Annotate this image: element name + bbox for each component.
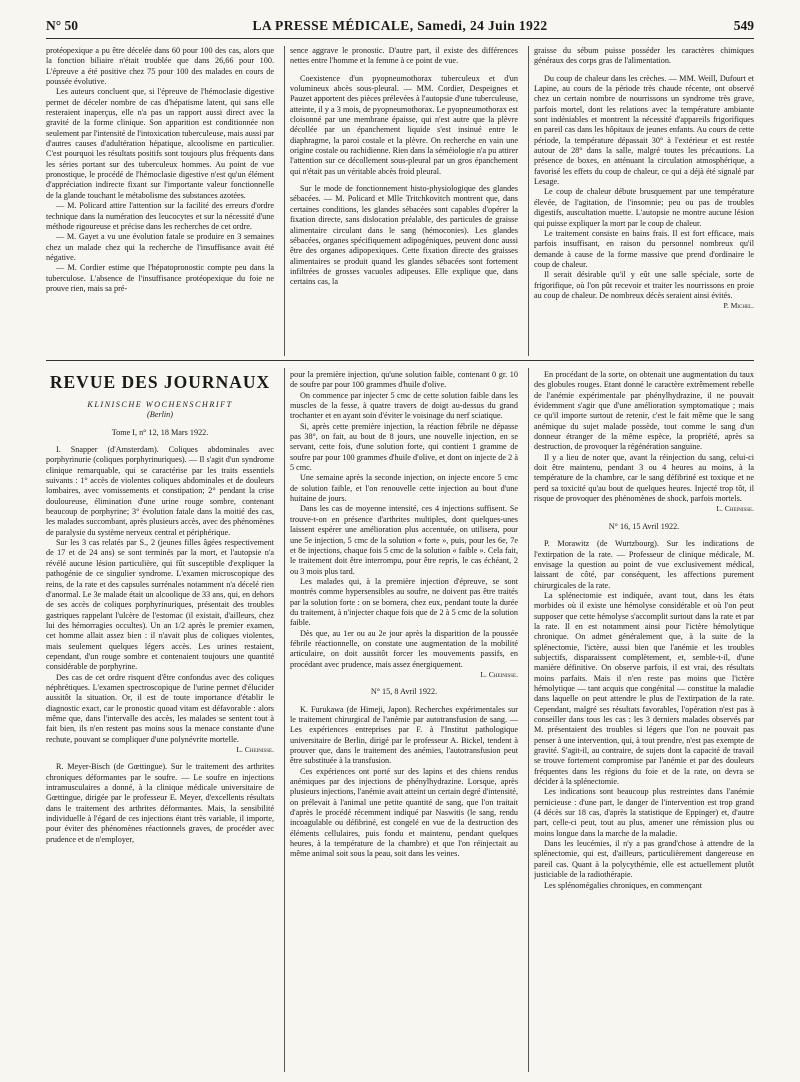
paragraph: P. Morawitz (de Wurtzbourg). Sur les indications de l'extirpation de la rate. — Professeur de clinique médicale, M. envisage la question au point de vue exclusivement médical, laissant de côté, par conséquent, les affections purement chirurgicales de la rate. (534, 539, 754, 590)
paragraph: pour la première injection, qu'une solution faible, contenant 0 gr. 10 de soufre par pour 100 grammes d'huile d'olive. (290, 370, 518, 390)
paragraph: protéopexique a pu être décelée dans 60 pour 100 des cas, alors que la fonction biliaire n'était troublée que dans 26,66 pour 100. L'épreuve a été positive chez 75 pour 100 des malades en cours de poussée évolutive. (46, 46, 274, 87)
journal-name: KLINISCHE WOCHENSCHRIFT (87, 400, 233, 409)
paragraph: Il y a lieu de noter que, avant la réinjection du sang, celui-ci doit être maintenu, pendant 3 ou 4 heures au moins, à la température de la chambre, car le sang défibriné est toxique et ne perd sa toxicité qu'au bout de quelques heures. Injecté trop tôt, il risque de provoquer des phénomènes de shock, parfois mortels. (534, 452, 754, 504)
paragraph: Les splénomégalies chroniques, en commençant (544, 880, 703, 890)
paragraph: sence aggrave le pronostic. D'autre part, il existe des différences nettes entre l'homme et la femme à ce point de vue. (290, 46, 518, 66)
journal-title: LA PRESSE MÉDICALE, Samedi, 24 Juin 1922 (252, 18, 548, 33)
paragraph: Les auteurs concluent que, si l'épreuve de l'hémoclasie digestive permet de déceler nombre de cas d'hépatisme latent, qui sans elle resteraient inaperçus, elle n'a pas un rapport aussi direct avec la gravité de la forme clinique. Son apparition est conditionnée non seulement par l'intensité de l'intoxication tuberculeuse, mais aussi par d'autres causes d'adultération hépatique, alcoolisme en particulier. C'est pourquoi les résultats positifs sont toujours plus fréquents dans les séries portant sur des tuberculeux hommes. Au point de vue pronostique, le procédé de l'hémoclasie digestive n'est qu'un élément d'appréciation indirecte fixant sur l'importante valeur fonctionnelle de la glande touchant le métabolisme des substances azotées. (46, 87, 274, 200)
running-header (46, 18, 754, 36)
top-column-3 (534, 46, 754, 356)
paragraph: Le traitement consiste en bains frais. Il est fort efficace, mais parfois insuffisant, en raison du personnel nombreux qu'il demande à cause de la forme massive que prend d'ordinaire le coup de chaleur. (534, 228, 754, 269)
author-signature: P. Michel. (723, 301, 754, 311)
issue-line: Tome I, n° 12, 18 Mars 1922. (111, 427, 209, 437)
paragraph: Sur les 3 cas relatés par S., 2 (jeunes filles âgées respectivement de 17 et de 24 ans) se sont terminés par la mort, et l'autopsie n'a révélé aucune lésion particulière, qui fût susceptible d'expliquer la pathogénie de ce singulier syndrome. L'examen microscopique des reins, de la rate et des capsules surrénales notamment n'a décelé rien d'anormal. Le 3e malade était un alcoolique de 33 ans, qui, en dehors de ses accès de coliques porphyrinuriques, présentait des troubles gastriques rappelant l'ulcère de l'estomac (il existait, d'ailleurs, chez lui des hémorragies occultes). Un an 1/2 après le premier examen, cet homme allait assez bien : il n'avait plus de coliques violentes, mais seulement quelques légers accès. Les urines restaient, cependant, d'un rouge sombre et contenaient toujours une quantité considérable de porphyrine. (46, 538, 274, 672)
paragraph: La splénectomie est indiquée, avant tout, dans les états morbides où il existe une hémolyse considérable et où l'on peut supposer que cette hémolyse s'accomplit surtout dans la rate et par la rate. Il en est notamment ainsi pour l'ictère hémolytique chronique. On admet généralement que, à la suite de la splénectomie, l'ictère, aussi bien que l'anémie et les troubles subjectifs, disparaissent complètement, et, semble-t-il, d'une manière définitive. On observe parfois, il est vrai, des résultats moins parfaits. Mais il n'en reste pas moins que l'ictère hémolytique — tant acquis que congénital — constitue la maladie dans laquelle on peut attendre le plus de l'extirpation de la rate. Cependant, malgré ses résultats favorables, l'opération n'est pas à conseiller dans tous les cas : les 3 derniers malades observés par M. présentaient des troubles si légers que l'on ne pouvait pas penser à une intervention, qui, à tout prendre, n'est pas exempte de gravité. S'agit-il, au contraire, de sujets dont la capacité de travail se trouve fortement compromise par l'anémie et par des douleurs fréquentes dans les régions du foie et de la rate, on devra se décider à la splénectomie. (534, 590, 754, 787)
column-divider (284, 368, 285, 1072)
bottom-column-3 (534, 370, 754, 1072)
page-number: 549 (733, 18, 754, 33)
paragraph: Du coup de chaleur dans les crèches. — MM. Weill, Dufourt et Lapine, au cours de la période très chaude récente, ont observé chez un certain nombre de nourrissons un syndrome très grave, parfois mortel, dont les relations avec la température ambiante sont indéniables et montrent la nécessité d'appareils frigorifiques en pareil cas dans les hôpitaux de jeunes enfants. Au cours de cette période, la température dépassait 30° à l'extérieur et est restée autour de 28° dans la salle, malgré toutes les précautions. La présence de boxes, en atténuant la circulation atmosphérique, a favorisé les effets du coup de chaleur, ce qui a déjà été signalé par Lesage. (534, 73, 754, 187)
section-rule (46, 360, 754, 361)
paragraph: Le coup de chaleur débute brusquement par une température élevée, de l'agitation, de l'insomnie; peu ou pas de troubles digestifs, auscultation muette. L'autopsie ne montre aucune lésion qui puisse expliquer la mort par le coup de chaleur. (534, 187, 754, 228)
paragraph: On commence par injecter 5 cmc de cette solution faible dans les muscles de la fesse, à quatre travers de doigt au-dessus du grand trochanter et en ayant soin d'éviter le voisinage du nerf sciatique. (290, 390, 518, 421)
paragraph: Coexistence d'un pyopneumothorax tuberculeux et d'un volumineux abcès sous-pleural. — MM. Cordier, Despeignes et Pauzet apportent des pièces prélevées à l'autopsie d'une tuberculeuse, atteinte, il y a 3 mois, de pyopneumothorax. Le pyopneumothorax est cloisonné par une membrane épaisse, qui n'est autre que la plèvre décollée par un épanchement liquide s'est insinué entre le diaphragme, la paroi costale et la plèvre. On recherche en vain une origine costale ou rachidienne. Rien dans la séméiologie n'a pu attirer l'attention sur ce décollement sous-pleural par un gros épanchement qui n'était pas un véritable abcès froid pleural. (290, 73, 518, 176)
section-title: REVUE DES JOURNAUX (49, 372, 271, 392)
author-signature: L. Cheinisse. (716, 504, 754, 514)
paragraph: Les malades qui, à la première injection d'épreuve, se sont montrés comme hypersensibles au soufre, ne doivent pas être traités par la solution forte : on se bornera, chez eux, pendant toute la durée du traitement, à n'injecter chaque fois que de 2 à 5 cmc de la solution faible. (290, 576, 518, 628)
paragraph: Les indications sont beaucoup plus restreintes dans l'anémie pernicieuse : d'une part, le danger de l'intervention est trop grand (4 décès sur 18 cas, d'après la statistique de Eppinger) et, d'autre part, celle-ci peut, tout au plus, amener une rémission plus ou moins longue dans la marche de la maladie. (534, 787, 754, 838)
paragraph: — M. Gayet a vu une évolution fatale se produire en 3 semaines chez un malade chez qui la recherche de l'insuffisance avait été négative. (46, 232, 274, 262)
paragraph: K. Furukawa (de Himeji, Japon). Recherches expérimentales sur le traitement chirurgical de l'anémie par autotransfusion de sang. — Les expériences entreprises par F. à l'Institut pathologique universitaire de Berlin, dirigé par le professeur A. Bickel, tendent à prouver que, dans le traitement des anémies, l'autotransfusion peut être substituée à la transfusion. (290, 704, 518, 766)
paragraph: Des cas de cet ordre risquent d'être confondus avec des coliques néphrétiques. L'examen spectroscopique de l'urine permet d'élucider aussitôt la situation. Or, il est de toute importance d'établir le diagnostic exact, car le pronostic quoad vitam est défavorable : alors même que, dans l'intervalle des accès, les malades se sentent tout à fait bien, ils n'en restent pas moins sous la menace constante d'une rechute, pouvant se compliquer d'une polynévrite mortelle. (46, 672, 274, 744)
top-column-2 (290, 46, 518, 356)
paragraph: Dans les cas de moyenne intensité, ces 4 injections suffisent. Se trouve-t-on en présence d'arthrites multiples, dont quelques-unes laissent espérer une amélioration plus accentuée, on utilisera, pour une 5e injection, 5 cmc de la solution « forte », puis, pour les 6e, 7e et 8e injections, chaque fois 5 cmc de la solution « faible ». Cela fait, le traitement doit être interrompu, pour être repris, le cas échéant, 2 ou 3 mois plus tard. (290, 504, 518, 576)
column-divider (284, 46, 285, 356)
top-column-1 (46, 46, 274, 356)
header-rule (46, 38, 754, 39)
bottom-column-2 (290, 370, 518, 1072)
paragraph: Dans les leucémies, il n'y a pas grand'chose à attendre de la splénectomie, qui est, d'ailleurs, particulièrement dangereuse en pareil cas. Quant à la polycythémie, elle est actuellement plutôt justiciable de la radiothérapie. (534, 839, 754, 880)
paragraph: En procédant de la sorte, on obtenait une augmentation du taux des globules rouges. Etant donné le caractère extrêmement rebelle de l'anémie expérimentale par phénylhydrazine, il ne pouvait évidemment s'agir que d'une amélioration symptomatique ; mais ce qu'il importe surtout de retenir, c'est le fait même que le sang anémique du sujet malade possède, tout comme le sang d'un donneur étranger de la même espèce, la propriété, après sa destruction, de provoquer la régénération sanguine. (534, 370, 754, 452)
paragraph: Sur le mode de fonctionnement histo-physiologique des glandes sébacées. — M. Policard et Mlle Tritchkovitch montrent que, dans certaines conditions, les glandes sébacées sont capables d'opérer la fixation directe, sans dislocation préalable, des particules de graisse alimentaire circulant dans le sang (hémoconies). Les glandes sébacées, organes spécifiquement adipogéniques, peuvent donc aussi être des organes adipopexiques. Cette fixation directe des graisses alimentaires se produit quand les glandes sébacées sont fortement infiltrées de grosses vacuoles adipeuses. Elle explique que, dans certains cas, la (290, 184, 518, 287)
paragraph: Il serait désirable qu'il y eût une salle spéciale, sorte de frigorifique, où l'on pût recevoir et traiter les nourrissons en proie au coup de chaleur. De nombreux décès seraient ainsi évités. (534, 270, 754, 300)
author-signature: L. Cheinisse. (480, 669, 518, 679)
journal-city: (Berlin) (147, 410, 173, 420)
issue-number: N° 50 (46, 18, 79, 33)
column-divider (528, 368, 529, 1072)
paragraph: Si, après cette première injection, la réaction fébrile ne dépasse pas 38°, on fait, au bout de 8 jours, une nouvelle injection, en se servant, cette fois, d'une solution forte, qui contient 1 gramme de soufre par pour 100 grammes d'huile d'olive, et dont on injecte de 2 à 5 cmc. (290, 421, 518, 473)
author-signature: L. Cheinisse. (236, 745, 274, 754)
paragraph: Dès que, au 1er ou au 2e jour après la disparition de la poussée fébrile réactionnelle, on constate une augmentation de la mobilité articulaire, on doit aussitôt forcer les mouvements passifs, en procédant avec prudence, mais assez énergiquement. (290, 628, 518, 669)
paragraph: graisse du sébum puisse posséder les caractères chimiques généraux des corps gras de l'alimentation. (534, 46, 754, 66)
paragraph: Ces expériences ont porté sur des lapins et des chiens rendus anémiques par des injections de phénylhydrazine. Lorsque, après plusieurs injections, l'anémie avait atteint un certain degré d'intensité, on prélevait à l'animal une petite quantité de sang, que l'on traitait d'après le procédé récemment indiqué par Naswitis (le sang, rendu incoagulable ou défibriné, est congelé en vue de la destruction des éléments cellulaires, puis fondu et maintenu, pendant quelques heures, à la température de la chambre) et que l'on réinjectait au même animal soit sous la peau, soit dans les veines. (290, 766, 518, 859)
paragraph: I. Snapper (d'Amsterdam). Coliques abdominales avec porphyrinurie (coliques porphyrinuriques). — Il s'agit d'un syndrome clinique remarquable, qui se caractérise par les traits essentiels suivants : 1° accès de violentes coliques abdominales et de douleurs lombaires, avec vomissements et constipation; 2° pendant la crise douloureuse, élimination d'une urine rouge sombre, contenant beaucoup de porphyrine; 3° évolution fatale dans la moitié des cas, les malades succombant, après plusieurs accès, avec des phénomènes de paralysie du système nerveux central et périphérique. (46, 445, 274, 537)
paragraph: — M. Cordier estime que l'hépatopronostic compte peu dans la tuberculose. L'absence de l'insuffisance protéopexique du foie ne prouve rien, mais sa pré- (46, 263, 274, 293)
paragraph: Une semaine après la seconde injection, on injecte encore 5 cmc de solution faible, et l'on renouvelle cette injection au bout d'une huitaine de jours. (290, 473, 518, 504)
bottom-column-1 (46, 400, 274, 1072)
paragraph: R. Meyer-Bisch (de Gœttingue). Sur le traitement des arthrites chroniques déformantes par le soufre. — Le soufre en injections intramusculaires a donné, à la clinique médicale universitaire de Gœttingue, dirigée par le professeur E. Meyer, d'excellents résultats dans le traitement des arthrites déformantes. Mais, la sensibilité individuelle à l'égard de ces injections étant très variable, il importe, pour éviter des phénomènes réactionnels graves, de procéder avec prudence et de n'employer, (46, 762, 274, 844)
issue-line: N° 15, 8 Avril 1922. (370, 687, 438, 697)
paragraph: — M. Policard attire l'attention sur la facilité des erreurs d'ordre technique dans la numération des leucocytes et sur la nécessité d'une méthode rigoureuse et précise dans les recherches de cet ordre. (46, 201, 274, 231)
column-divider (528, 46, 529, 356)
issue-line: N° 16, 15 Avril 1922. (608, 521, 680, 531)
